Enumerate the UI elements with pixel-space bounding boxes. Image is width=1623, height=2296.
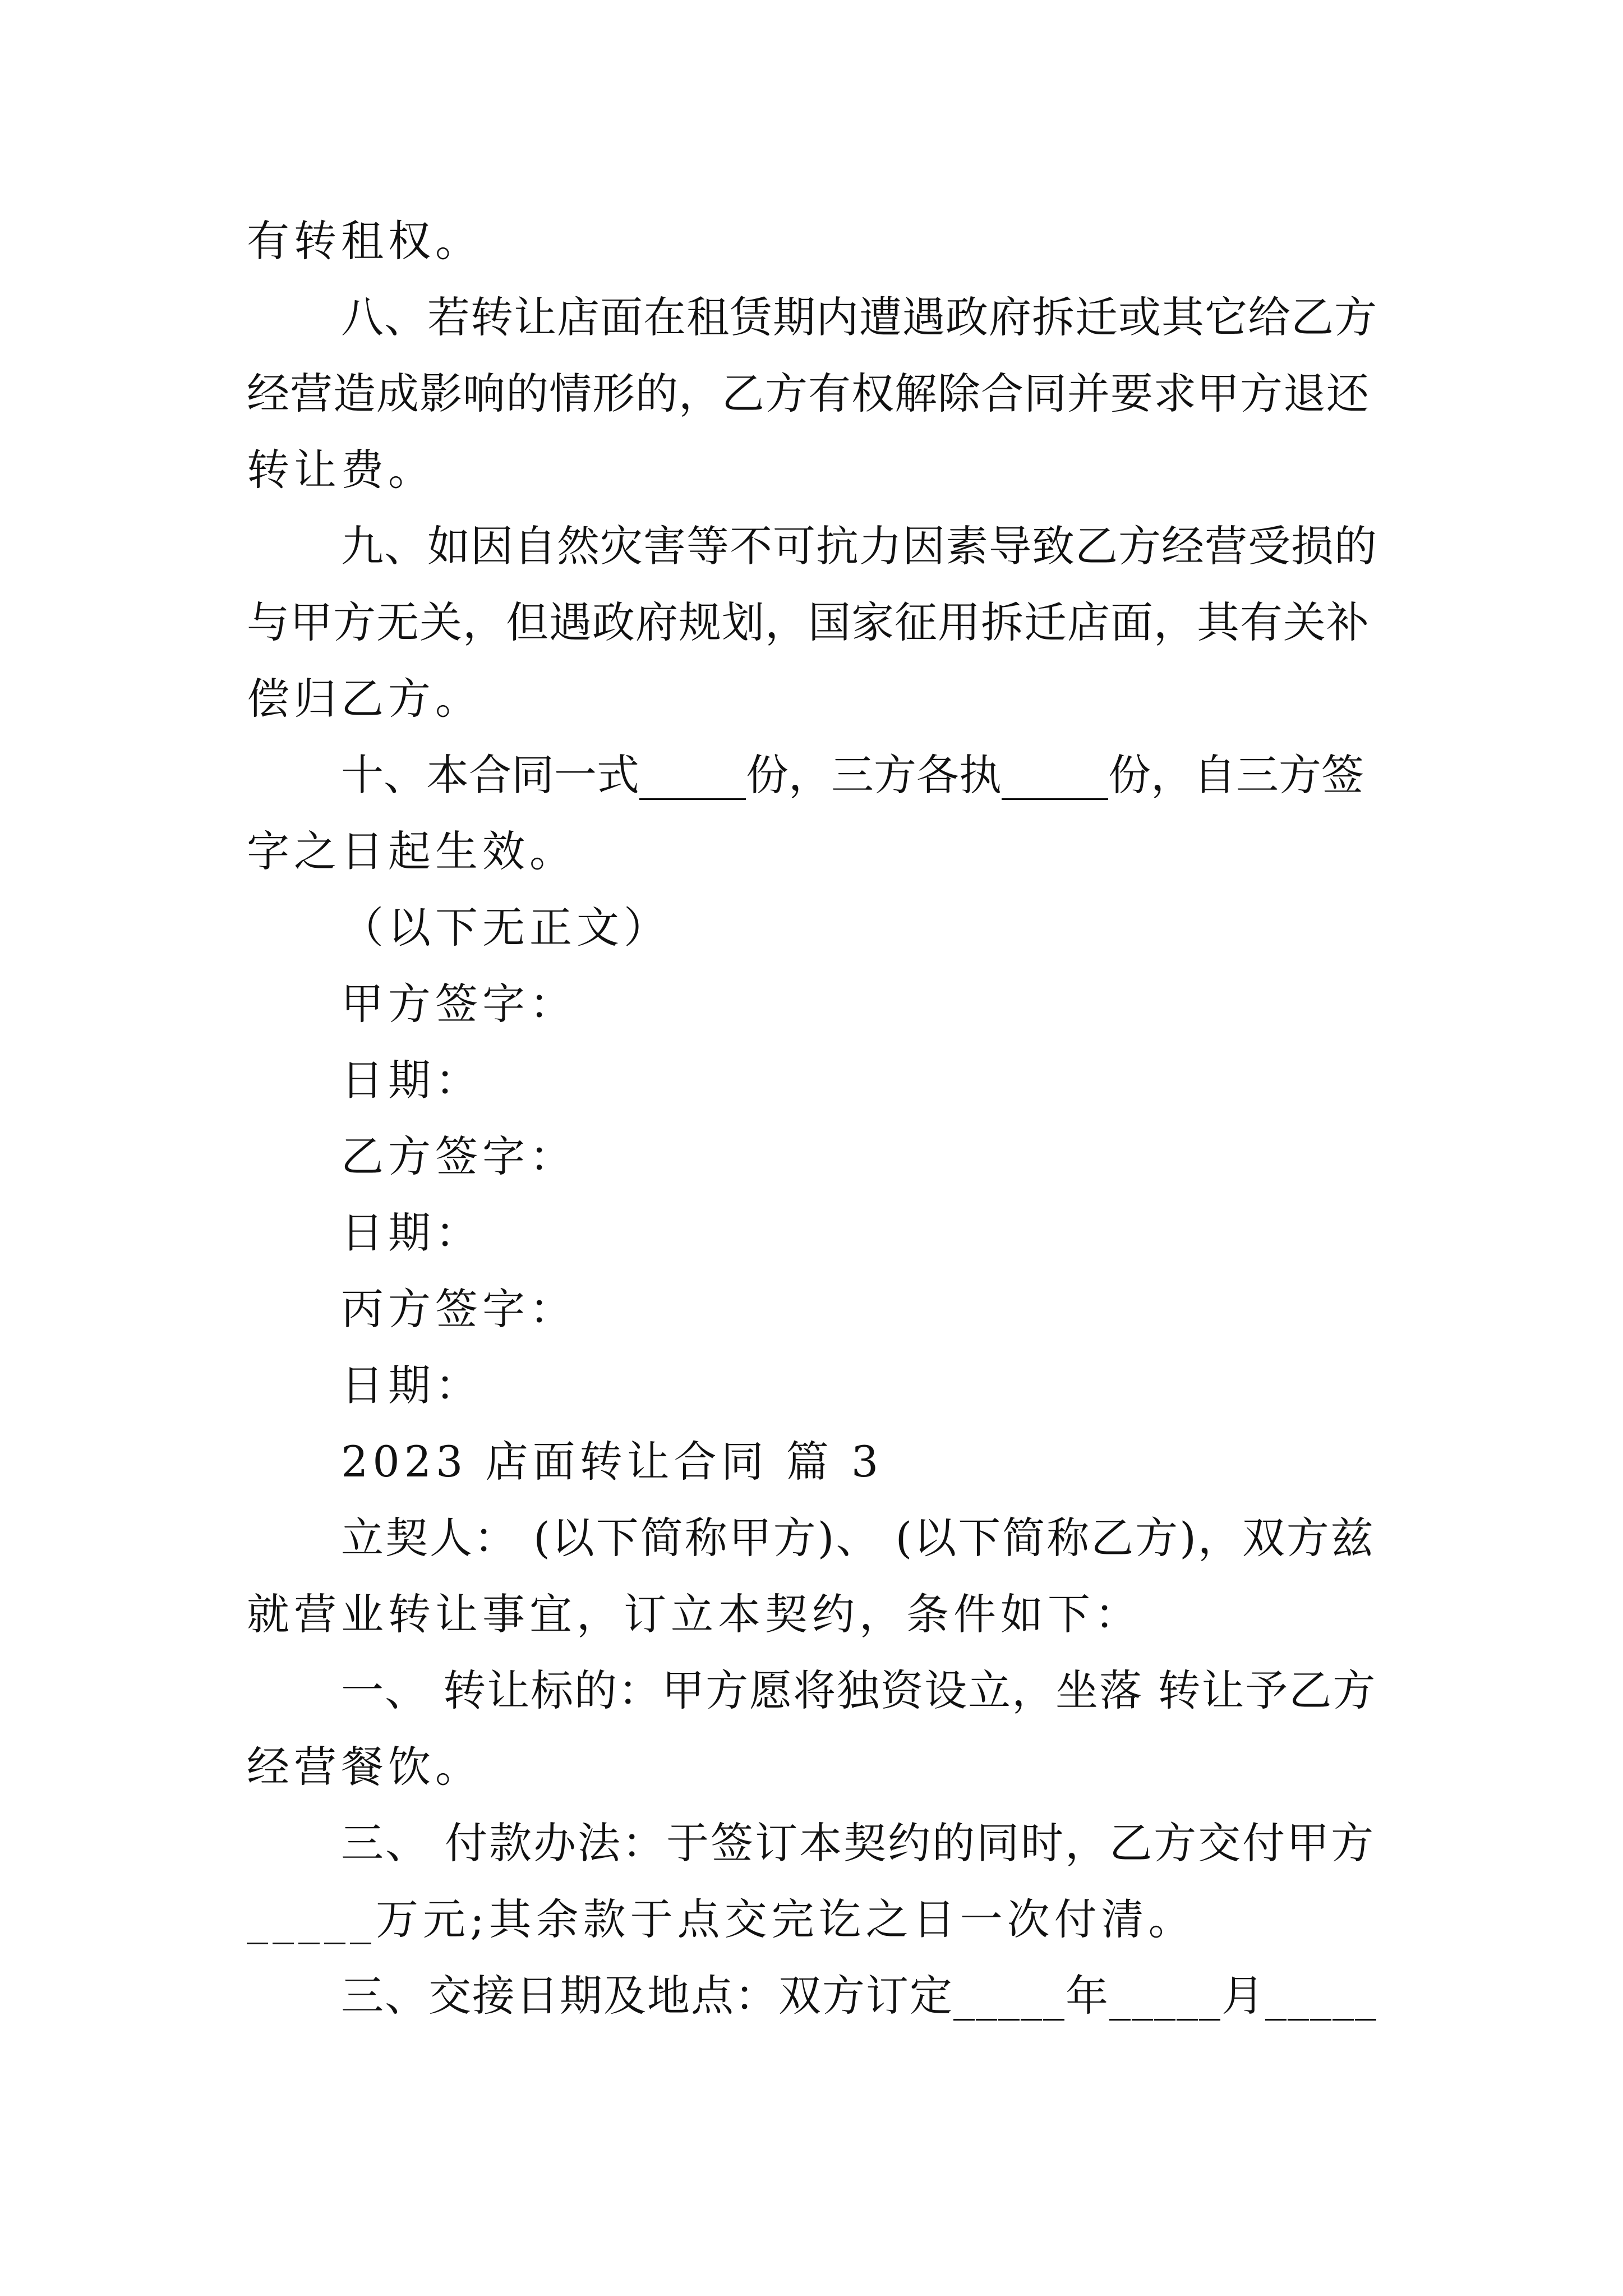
no-more-text-note: （以下无正文） (341, 903, 671, 953)
signature-party-a: 甲方签字： (341, 979, 577, 1029)
date-party-c: 日期： (341, 1360, 482, 1410)
paragraph-line: 九、如因自然灾害等不可抗力因素导致乙方经营受损的 (341, 521, 1377, 571)
paragraph-line: 三、交接日期及地点：双方订定_____年_____月_____ (341, 1971, 1377, 2021)
paragraph-line: 转让费。 (247, 445, 435, 495)
paragraph-line: 三、 付款办法：于签订本契约的同时，乙方交付甲方 (341, 1818, 1376, 1868)
signature-party-c: 丙方签字： (341, 1284, 577, 1334)
date-party-a: 日期： (341, 1055, 482, 1105)
date-party-b: 日期： (341, 1208, 482, 1258)
section-heading: 2023 店面转让合同 篇 3 (341, 1437, 883, 1487)
paragraph-line: 十、本合同一式_____份，三方各执_____份，自三方签 (341, 750, 1364, 800)
paragraph-line: 八、若转让店面在租赁期内遭遇政府拆迁或其它给乙方 (341, 292, 1377, 342)
paragraph-line: 经营餐饮。 (247, 1742, 482, 1792)
paragraph-line: 就营业转让事宜，订立本契约，条件如下： (247, 1589, 1142, 1639)
paragraph-line: 经营造成影响的情形的，乙方有权解除合同并要求甲方退还 (247, 369, 1370, 418)
signature-party-b: 乙方签字： (341, 1131, 577, 1181)
paragraph-line: 有转租权。 (247, 216, 482, 266)
paragraph-line: 字之日起生效。 (247, 826, 577, 876)
paragraph-line: 偿归乙方。 (247, 674, 482, 724)
paragraph-line: 与甲方无关，但遇政府规划，国家征用拆迁店面，其有关补 (247, 597, 1370, 647)
paragraph-line: 一、 转让标的：甲方愿将独资设立，坐落 转让予乙方 (341, 1665, 1377, 1715)
paragraph-line: _____万元;其余款于点交完讫之日一次付清。 (247, 1894, 1196, 1944)
paragraph-line: 立契人： (以下简称甲方)、 (以下简称乙方)，双方兹 (341, 1513, 1375, 1563)
